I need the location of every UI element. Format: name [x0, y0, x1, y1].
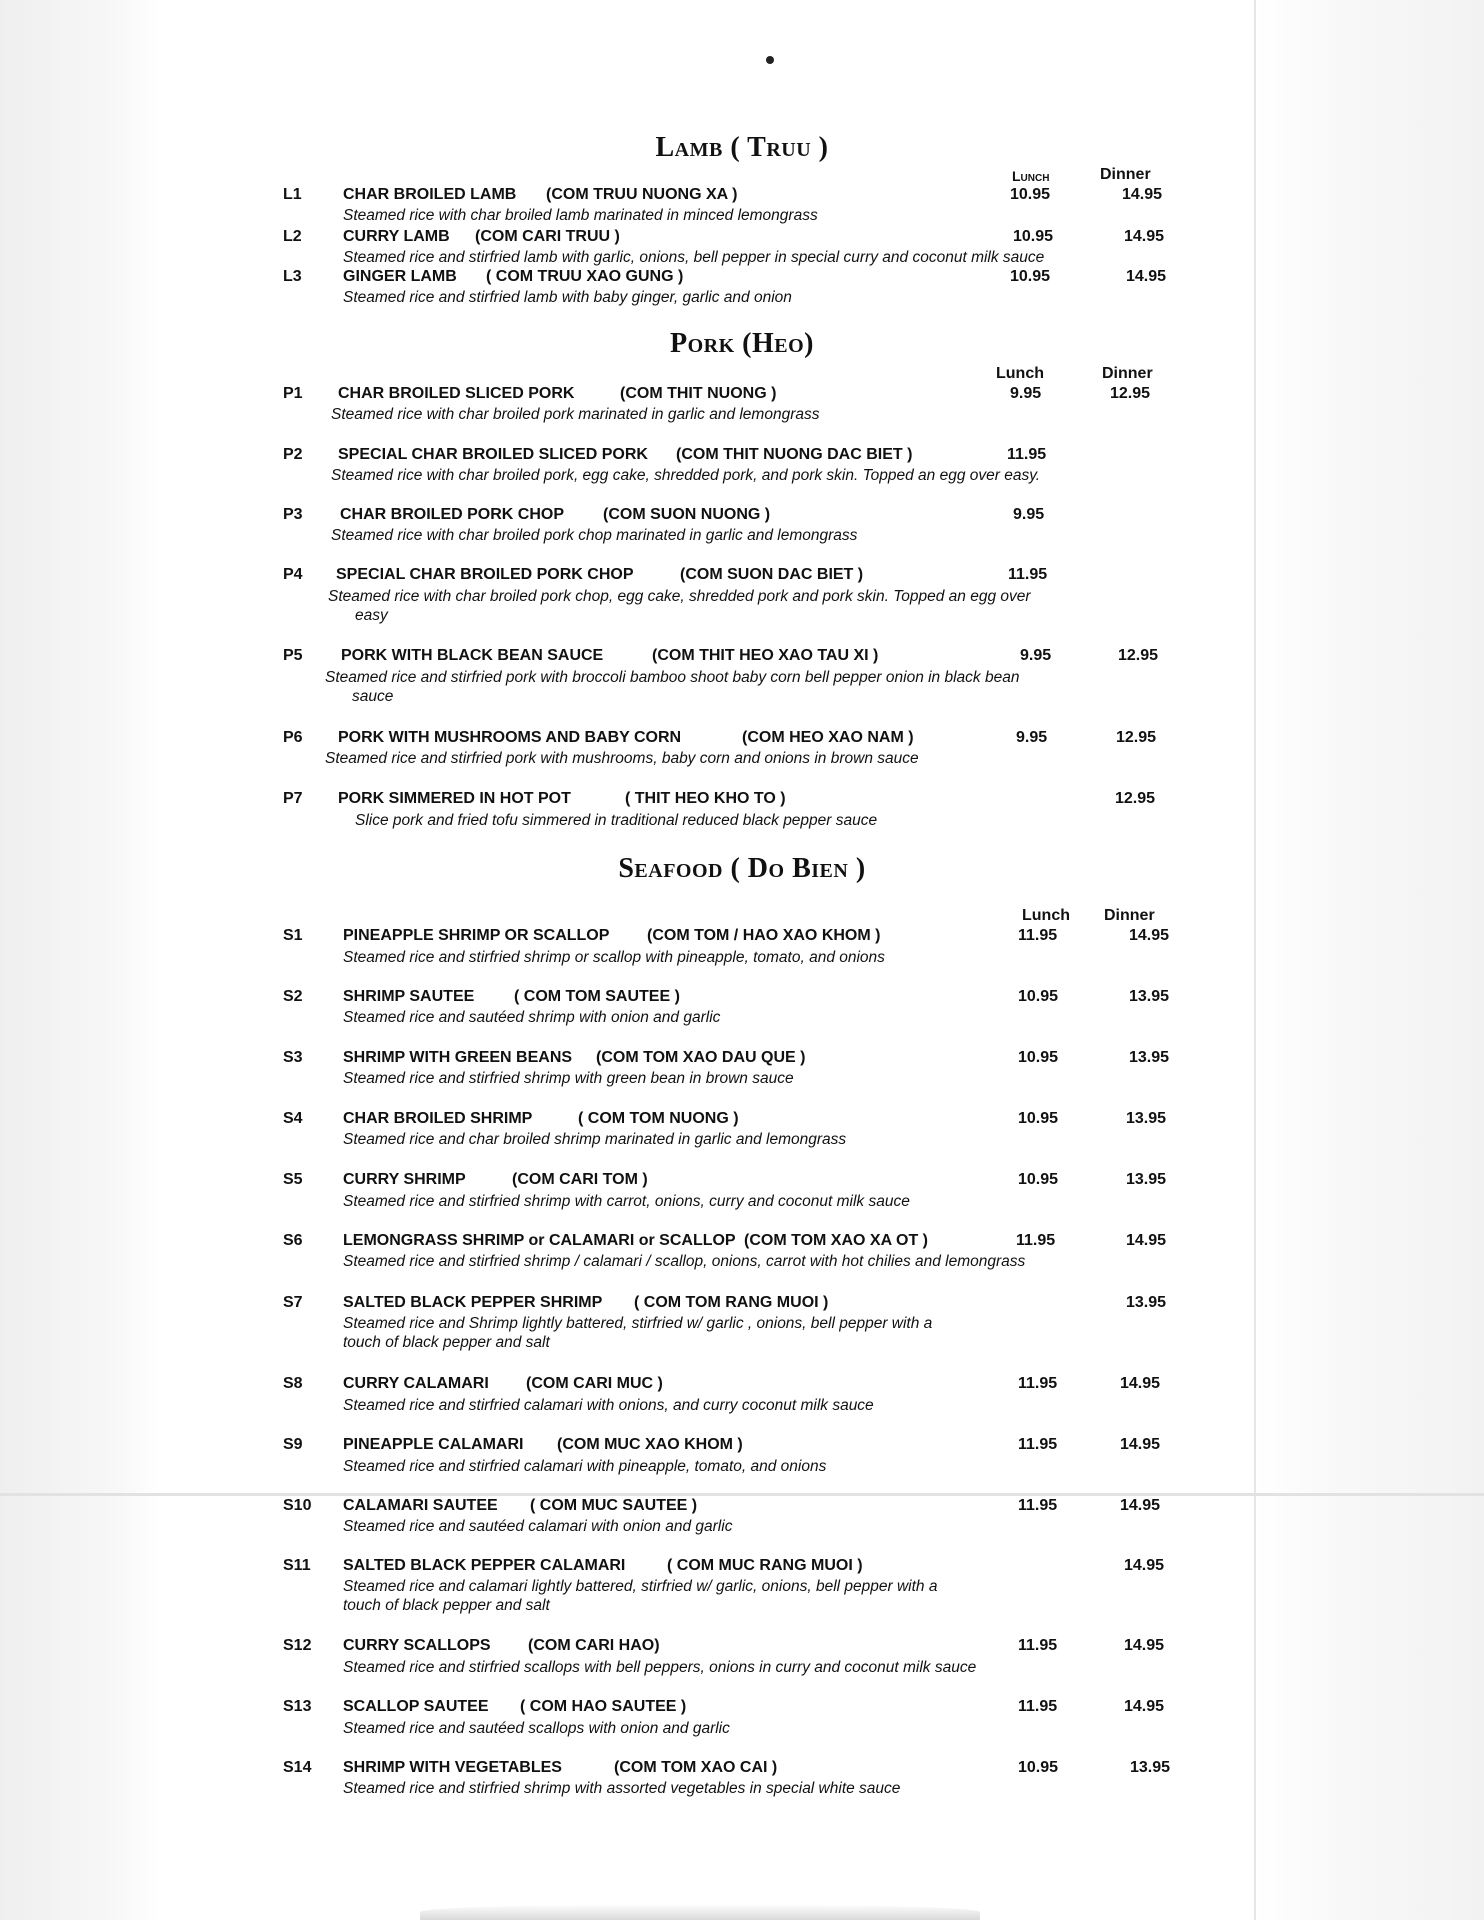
- item-vietnamese-name: ( COM TOM RANG MUOI ): [634, 1294, 829, 1311]
- item-dinner-price: 14.95: [1124, 1698, 1165, 1715]
- item-description: Steamed rice and stirfried lamb with baby ginger, garlic and onion: [343, 289, 792, 306]
- seafood-lunch-header: Lunch: [1022, 907, 1070, 924]
- item-description: Steamed rice and char broiled shrimp marinated in garlic and lemongrass: [343, 1131, 847, 1148]
- item-description-cont: easy: [355, 607, 388, 624]
- item-name: PORK WITH BLACK BEAN SAUCE: [341, 647, 604, 664]
- item-vietnamese-name: (COM SUON DAC BIET ): [680, 566, 864, 583]
- item-name: CURRY SCALLOPS: [343, 1637, 491, 1654]
- item-description: Steamed rice with char broiled pork, egg cake, shredded pork, and pork skin. Topped an egg over easy.: [331, 467, 1041, 484]
- item-name: SHRIMP SAUTEE: [343, 988, 475, 1005]
- item-vietnamese-name: (COM HEO XAO NAM ): [742, 729, 914, 746]
- item-description-cont: sauce: [352, 688, 394, 705]
- item-vietnamese-name: ( COM TOM NUONG ): [578, 1110, 739, 1127]
- item-description: Steamed rice and stirfried pork with broccoli bamboo shoot baby corn bell pepper onion in black bean: [325, 669, 1020, 686]
- item-name: CALAMARI SAUTEE: [343, 1497, 498, 1514]
- item-dinner-price: 12.95: [1115, 790, 1156, 807]
- item-code: P1: [283, 385, 303, 402]
- item-lunch-price: 11.95: [1008, 566, 1048, 583]
- item-vietnamese-name: (COM CARI TRUU ): [475, 228, 620, 245]
- paper-bottom-edge: [420, 1904, 980, 1920]
- item-dinner-price: 14.95: [1126, 1232, 1167, 1249]
- item-lunch-price: 10.95: [1018, 1110, 1059, 1127]
- item-code: S3: [283, 1049, 303, 1066]
- item-description: Steamed rice and sautéed scallops with onion and garlic: [343, 1720, 730, 1737]
- item-code: L2: [283, 228, 302, 245]
- item-dinner-price: 12.95: [1116, 729, 1157, 746]
- item-name: SPECIAL CHAR BROILED PORK CHOP: [336, 566, 634, 583]
- item-lunch-price: 11.95: [1016, 1232, 1056, 1249]
- paper-fold-line: [0, 1493, 1484, 1496]
- item-description: Steamed rice and stirfried shrimp or scallop with pineapple, tomato, and onions: [343, 949, 885, 966]
- item-code: P5: [283, 647, 303, 664]
- item-description: Steamed rice and Shrimp lightly battered, stirfried w/ garlic , onions, bell pepper with a: [343, 1315, 933, 1332]
- item-vietnamese-name: (COM THIT HEO XAO TAU XI ): [652, 647, 879, 664]
- item-lunch-price: 9.95: [1016, 729, 1048, 746]
- item-vietnamese-name: (COM THIT NUONG DAC BIET ): [676, 446, 913, 463]
- item-lunch-price: 10.95: [1018, 1049, 1059, 1066]
- item-description: Steamed rice and stirfried calamari with pineapple, tomato, and onions: [343, 1458, 827, 1475]
- item-description: Steamed rice with char broiled lamb marinated in minced lemongrass: [343, 207, 818, 224]
- item-vietnamese-name: (COM TOM XAO XA OT ): [744, 1232, 928, 1249]
- hole-punch-dot: [766, 56, 774, 64]
- item-dinner-price: 13.95: [1129, 988, 1170, 1005]
- item-description: Steamed rice and calamari lightly battered, stirfried w/ garlic, onions, bell pepper with a: [343, 1578, 938, 1595]
- item-vietnamese-name: ( COM HAO SAUTEE ): [520, 1698, 687, 1715]
- item-description: Steamed rice with char broiled pork marinated in garlic and lemongrass: [331, 406, 820, 423]
- scan-margin-right: [1254, 0, 1484, 1920]
- item-name: CHAR BROILED SHRIMP: [343, 1110, 533, 1127]
- item-dinner-price: 13.95: [1126, 1110, 1167, 1127]
- item-lunch-price: 11.95: [1018, 1375, 1058, 1392]
- item-vietnamese-name: (COM TOM XAO DAU QUE ): [596, 1049, 806, 1066]
- item-vietnamese-name: ( COM MUC SAUTEE ): [530, 1497, 698, 1514]
- item-name: GINGER LAMB: [343, 268, 457, 285]
- item-dinner-price: 14.95: [1124, 1557, 1165, 1574]
- item-name: SALTED BLACK PEPPER SHRIMP: [343, 1294, 603, 1311]
- item-lunch-price: 11.95: [1018, 1698, 1058, 1715]
- item-name: CURRY CALAMARI: [343, 1375, 489, 1392]
- item-code: S6: [283, 1232, 303, 1249]
- item-description: Steamed rice and stirfried calamari with onions, and curry coconut milk sauce: [343, 1397, 874, 1414]
- section-title-lamb: Lamb ( Truu ): [655, 132, 829, 163]
- seafood-dinner-header: Dinner: [1104, 907, 1155, 924]
- item-vietnamese-name: (COM CARI HAO): [528, 1637, 660, 1654]
- item-dinner-price: 12.95: [1110, 385, 1151, 402]
- item-vietnamese-name: (COM TRUU NUONG XA ): [546, 186, 738, 203]
- item-dinner-price: 12.95: [1118, 647, 1159, 664]
- item-lunch-price: 10.95: [1018, 1171, 1059, 1188]
- item-dinner-price: 13.95: [1126, 1294, 1167, 1311]
- item-code: P2: [283, 446, 303, 463]
- item-dinner-price: 14.95: [1126, 268, 1167, 285]
- item-code: P3: [283, 506, 303, 523]
- item-code: S5: [283, 1171, 303, 1188]
- item-vietnamese-name: ( COM TRUU XAO GUNG ): [486, 268, 684, 285]
- section-title-seafood: Seafood ( Do Bien ): [618, 853, 866, 884]
- item-description-cont: touch of black pepper and salt: [343, 1334, 550, 1351]
- item-code: S12: [283, 1637, 312, 1654]
- item-name: CHAR BROILED SLICED PORK: [338, 385, 575, 402]
- item-name: SPECIAL CHAR BROILED SLICED PORK: [338, 446, 648, 463]
- item-code: S7: [283, 1294, 303, 1311]
- item-lunch-price: 9.95: [1010, 385, 1042, 402]
- item-description: Steamed rice and sautéed shrimp with onion and garlic: [343, 1009, 721, 1026]
- item-vietnamese-name: (COM TOM / HAO XAO KHOM ): [647, 927, 881, 944]
- item-lunch-price: 9.95: [1013, 506, 1045, 523]
- item-code: S2: [283, 988, 303, 1005]
- item-vietnamese-name: (COM MUC XAO KHOM ): [557, 1436, 743, 1453]
- item-vietnamese-name: (COM CARI MUC ): [526, 1375, 663, 1392]
- item-lunch-price: 9.95: [1020, 647, 1052, 664]
- item-lunch-price: 10.95: [1010, 186, 1051, 203]
- item-vietnamese-name: (COM TOM XAO CAI ): [614, 1759, 778, 1776]
- item-dinner-price: 14.95: [1122, 186, 1163, 203]
- item-lunch-price: 10.95: [1013, 228, 1054, 245]
- item-name: SALTED BLACK PEPPER CALAMARI: [343, 1557, 626, 1574]
- item-code: S11: [283, 1557, 311, 1574]
- item-description: Steamed rice and stirfried shrimp with carrot, onions, curry and coconut milk sauce: [343, 1193, 910, 1210]
- item-dinner-price: 14.95: [1124, 1637, 1165, 1654]
- item-code: S14: [283, 1759, 312, 1776]
- item-description: Steamed rice with char broiled pork chop marinated in garlic and lemongrass: [331, 527, 858, 544]
- item-name: PORK SIMMERED IN HOT POT: [338, 790, 571, 807]
- item-description: Steamed rice and stirfried shrimp with green bean in brown sauce: [343, 1070, 794, 1087]
- lamb-lunch-header: Lunch: [1012, 168, 1050, 184]
- item-dinner-price: 14.95: [1120, 1497, 1161, 1514]
- item-lunch-price: 10.95: [1018, 988, 1059, 1005]
- item-description: Steamed rice with char broiled pork chop, egg cake, shredded pork and pork skin. Topped an egg over: [328, 588, 1031, 605]
- item-name: SHRIMP WITH GREEN BEANS: [343, 1049, 573, 1066]
- pork-dinner-header: Dinner: [1102, 365, 1153, 382]
- item-name: CHAR BROILED LAMB: [343, 186, 517, 203]
- item-code: L3: [283, 268, 302, 285]
- item-name: CHAR BROILED PORK CHOP: [340, 506, 565, 523]
- scan-margin-left: [0, 0, 160, 1920]
- item-dinner-price: 13.95: [1130, 1759, 1171, 1776]
- item-name: SCALLOP SAUTEE: [343, 1698, 489, 1715]
- item-code: L1: [283, 186, 302, 203]
- section-title-pork: Pork (Heo): [670, 328, 814, 359]
- item-lunch-price: 11.95: [1018, 1436, 1058, 1453]
- item-code: S8: [283, 1375, 303, 1392]
- item-description: Steamed rice and stirfried shrimp / calamari / scallop, onions, carrot with hot chilies and lemongrass: [343, 1253, 1026, 1270]
- item-code: P7: [283, 790, 303, 807]
- item-dinner-price: 13.95: [1129, 1049, 1170, 1066]
- item-description: Steamed rice and stirfried pork with mushrooms, baby corn and onions in brown sauce: [325, 750, 919, 767]
- item-name: SHRIMP WITH VEGETABLES: [343, 1759, 562, 1776]
- item-description: Steamed rice and stirfried lamb with garlic, onions, bell pepper in special curry and coconut milk sauce: [343, 249, 1045, 266]
- item-vietnamese-name: ( COM MUC RANG MUOI ): [667, 1557, 863, 1574]
- item-dinner-price: 14.95: [1124, 228, 1165, 245]
- item-dinner-price: 14.95: [1120, 1436, 1161, 1453]
- item-code: S1: [283, 927, 303, 944]
- item-code: P6: [283, 729, 303, 746]
- item-description: Steamed rice and stirfried scallops with bell peppers, onions in curry and coconut milk sauce: [343, 1659, 977, 1676]
- item-vietnamese-name: ( THIT HEO KHO TO ): [625, 790, 786, 807]
- item-vietnamese-name: (COM CARI TOM ): [512, 1171, 648, 1188]
- item-name: LEMONGRASS SHRIMP or CALAMARI or SCALLOP: [343, 1232, 736, 1249]
- item-description-cont: touch of black pepper and salt: [343, 1597, 550, 1614]
- item-name: CURRY LAMB: [343, 228, 450, 245]
- item-name: PINEAPPLE SHRIMP OR SCALLOP: [343, 927, 610, 944]
- item-lunch-price: 11.95: [1018, 927, 1058, 944]
- item-description: Slice pork and fried tofu simmered in traditional reduced black pepper sauce: [355, 812, 878, 829]
- item-name: PINEAPPLE CALAMARI: [343, 1436, 524, 1453]
- item-lunch-price: 10.95: [1010, 268, 1051, 285]
- item-vietnamese-name: (COM SUON NUONG ): [603, 506, 771, 523]
- item-description: Steamed rice and stirfried shrimp with assorted vegetables in special white sauce: [343, 1780, 901, 1797]
- item-vietnamese-name: (COM THIT NUONG ): [620, 385, 777, 402]
- item-code: P4: [283, 566, 303, 583]
- item-code: S13: [283, 1698, 312, 1715]
- item-dinner-price: 14.95: [1120, 1375, 1161, 1392]
- item-lunch-price: 11.95: [1018, 1497, 1058, 1514]
- item-code: S9: [283, 1436, 303, 1453]
- item-name: PORK WITH MUSHROOMS AND BABY CORN: [338, 729, 682, 746]
- item-vietnamese-name: ( COM TOM SAUTEE ): [514, 988, 680, 1005]
- item-code: S4: [283, 1110, 303, 1127]
- item-description: Steamed rice and sautéed calamari with onion and garlic: [343, 1518, 733, 1535]
- item-name: CURRY SHRIMP: [343, 1171, 466, 1188]
- item-dinner-price: 14.95: [1129, 927, 1170, 944]
- item-dinner-price: 13.95: [1126, 1171, 1167, 1188]
- item-lunch-price: 11.95: [1007, 446, 1047, 463]
- item-code: S10: [283, 1497, 312, 1514]
- item-lunch-price: 11.95: [1018, 1637, 1058, 1654]
- pork-lunch-header: Lunch: [996, 365, 1044, 382]
- item-lunch-price: 10.95: [1018, 1759, 1059, 1776]
- lamb-dinner-header: Dinner: [1100, 166, 1151, 183]
